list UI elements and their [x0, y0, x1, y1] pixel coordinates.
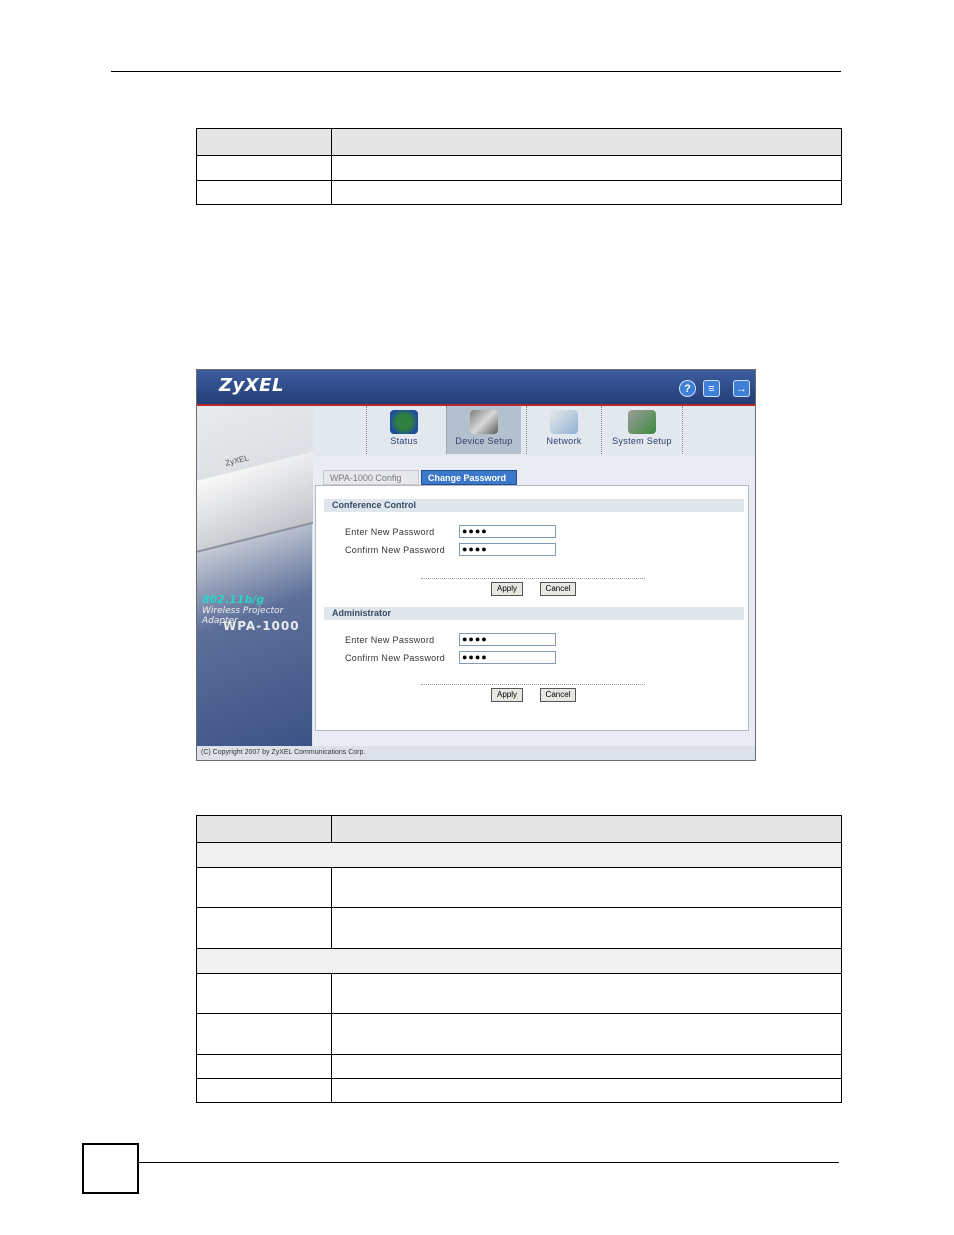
table-cell [197, 156, 332, 181]
nav-system-setup[interactable] [601, 406, 683, 454]
table-cell [197, 908, 332, 949]
admin-cancel-button[interactable]: Cancel [540, 688, 576, 702]
page-number-box [82, 1143, 139, 1194]
nav-status[interactable] [366, 406, 441, 454]
table-row [197, 1014, 842, 1055]
table-section-row [197, 949, 842, 974]
logout-icon[interactable]: → [733, 380, 750, 397]
top-table [196, 128, 842, 205]
table-row [197, 156, 842, 181]
table-cell [197, 129, 332, 156]
table-cell [197, 949, 842, 974]
table-header-row [197, 816, 842, 843]
table-cell [197, 868, 332, 908]
table-row [197, 974, 842, 1014]
field-label: Confirm New Password [345, 653, 446, 663]
product-model: WPA-1000 [223, 619, 300, 633]
system-setup-icon [628, 410, 656, 434]
table-cell [332, 156, 842, 181]
table-cell [197, 974, 332, 1014]
footer-rule [139, 1162, 839, 1163]
conference-apply-button[interactable]: Apply [491, 582, 523, 596]
conference-new-password-input[interactable]: ●●●● [459, 525, 556, 538]
nav-label: System Setup [612, 436, 672, 446]
field-label: Enter New Password [345, 527, 435, 537]
table-cell [197, 181, 332, 205]
table-cell [332, 1014, 842, 1055]
table-cell [197, 1079, 332, 1103]
web-configurator-screenshot [196, 369, 756, 761]
table-cell [332, 868, 842, 908]
nav-label: Status [390, 436, 418, 446]
device-setup-icon [470, 410, 498, 434]
table-row [197, 1079, 842, 1103]
table-cell [332, 1055, 842, 1079]
table-cell [332, 974, 842, 1014]
table-cell [197, 816, 332, 843]
zyxel-logo: ZyXEL [219, 375, 284, 396]
divider [421, 578, 645, 579]
admin-confirm-password-input[interactable]: ●●●● [459, 651, 556, 664]
admin-apply-button[interactable]: Apply [491, 688, 523, 702]
divider [421, 684, 645, 685]
admin-new-password-input[interactable]: ●●●● [459, 633, 556, 646]
section-title-administrator: Administrator [324, 607, 744, 620]
help-icon[interactable]: ? [679, 380, 696, 397]
table-cell [332, 816, 842, 843]
device-image [197, 451, 315, 552]
table-cell [197, 1055, 332, 1079]
nav-device-setup[interactable] [446, 406, 521, 454]
table-cell [197, 843, 842, 868]
device-label: ZyXEL [224, 453, 250, 468]
main-navigation [313, 406, 755, 456]
nav-label: Device Setup [455, 436, 513, 446]
header-rule [111, 71, 841, 72]
table-cell [332, 1079, 842, 1103]
table-row [197, 868, 842, 908]
table-cell [332, 908, 842, 949]
table-cell [332, 181, 842, 205]
network-icon [550, 410, 578, 434]
copyright-text: (C) Copyright 2007 by ZyXEL Communications Corp. [201, 749, 366, 756]
table-row [197, 1055, 842, 1079]
bottom-table [196, 815, 842, 1103]
table-row [197, 181, 842, 205]
product-name: Wireless Projector Adapter [202, 606, 284, 626]
table-header-row [197, 129, 842, 156]
conference-confirm-password-input[interactable]: ●●●● [459, 543, 556, 556]
nav-network[interactable] [526, 406, 601, 454]
section-title-conference-control: Conference Control [324, 499, 744, 512]
status-icon [390, 410, 418, 434]
conference-cancel-button[interactable]: Cancel [540, 582, 576, 596]
tab-change-password[interactable]: Change Password [421, 470, 517, 485]
table-row [197, 908, 842, 949]
field-label: Confirm New Password [345, 545, 446, 555]
product-side-panel [197, 406, 312, 746]
change-password-form [315, 485, 749, 731]
tab-wpa-1000-config[interactable]: WPA-1000 Config [323, 470, 419, 485]
nav-label: Network [546, 436, 582, 446]
field-label: Enter New Password [345, 635, 435, 645]
table-section-row [197, 843, 842, 868]
table-cell [332, 129, 842, 156]
product-standard: 802.11b/g [202, 593, 265, 606]
table-cell [197, 1014, 332, 1055]
list-icon[interactable]: ≡ [703, 380, 720, 397]
